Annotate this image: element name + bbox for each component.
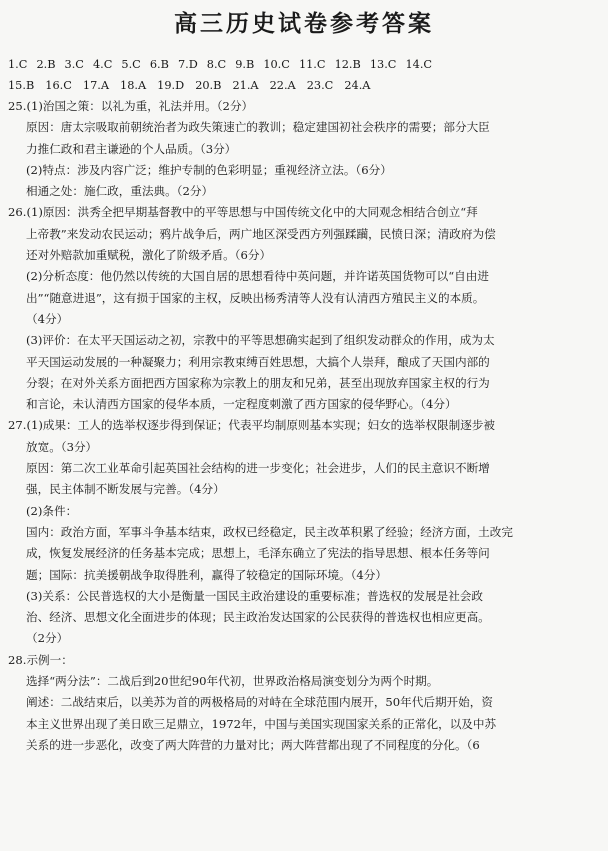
q28-line: 28.示例一：: [8, 652, 73, 667]
question-26: [8, 202, 600, 415]
choice-answer: 1.C: [8, 58, 28, 71]
choice-answer: 9.B: [235, 58, 255, 71]
q27-line: 强，民主体制不断发展与完善。（4分）: [26, 482, 225, 497]
choice-answers: [8, 54, 600, 96]
q27-line: 成，恢复发展经济的任务基本完成；思想上，毛泽东确立了宪法的指导思想、根本任务等问: [26, 546, 490, 561]
choice-answer: 6.B: [149, 58, 169, 71]
choice-answer: 8.C: [206, 58, 227, 71]
page-title: 高三历史试卷参考答案: [174, 10, 434, 37]
choice-answer: 21.A: [232, 79, 259, 92]
q27-line: （2分）: [26, 631, 69, 646]
q27-line: (2)条件：: [26, 503, 78, 518]
q27-line: 原因：第二次工业革命引起英国社会结构的进一步变化；社会进步，人们的民主意识不断增: [26, 461, 490, 476]
q26-line: 平天国运动发展的一种凝聚力；利用宗教束缚百姓思想，大搞个人崇拜，酿成了天国内部的: [26, 354, 490, 369]
q26-line: 还对外赔款加重赋税，激化了阶级矛盾。（6分）: [26, 248, 272, 263]
q26-line: 和言论，未认清西方国家的侵华本质，一定程度刺激了西方国家的侵华野心。（4分）: [26, 397, 457, 412]
choice-answer: 12.B: [334, 58, 361, 71]
q26-line: 26.(1)原因：洪秀全把早期基督教中的平等思想与中国传统文化中的大同观念相结合创立“拜: [8, 205, 478, 220]
q27-line: 放宽。（3分）: [26, 439, 98, 454]
q26-line: （4分）: [26, 311, 69, 326]
choice-answer: 22.A: [269, 79, 296, 92]
q28-line: 选择“两分法”：二战后到20世纪90年代初，世界政治格局演变划分为两个时期。: [26, 674, 439, 689]
q26-line: (2)分析态度：他仍然以传统的大国自居的思想看待中英问题，并许诺英国货物可以“自由进: [26, 269, 489, 284]
choice-answer: 15.B: [8, 79, 35, 92]
q28-line: 阐述：二战结束后，以美苏为首的两极格局的对峙在全球范围内展开，50年代后期开始，资: [26, 695, 493, 710]
q27-line: 27.(1)成果：工人的选举权逐步得到保证；代表平均制原则基本实现；妇女的选举权限制逐步被: [8, 418, 496, 433]
choice-answer: 23.C: [306, 79, 334, 92]
q27-line: 国内：政治方面，军事斗争基本结束，政权已经稳定，民主改革积累了经验；经济方面，土改完: [26, 524, 513, 539]
q28-line: 关系的进一步恶化，改变了两大阵营的力量对比；两大阵营都出现了不同程度的分化。（6: [26, 737, 480, 752]
choice-answer: 20.B: [195, 79, 222, 92]
choice-answer: 14.C: [405, 58, 433, 71]
choice-answer: 10.C: [263, 58, 290, 71]
choice-answer: 3.C: [64, 58, 84, 71]
q25-line: (2)特点：涉及内容广泛；维护专制的色彩明显；重视经济立法。（6分）: [26, 162, 392, 177]
choice-answer: 7.D: [177, 58, 198, 71]
choice-answer: 13.C: [369, 58, 397, 71]
choice-answer: 24.A: [344, 79, 371, 92]
question-28: [8, 650, 600, 756]
choice-answer: 16.C: [45, 79, 72, 92]
question-27: [8, 415, 600, 649]
choice-answer: 19.D: [157, 79, 185, 92]
q27-line: (3)关系：公民普选权的大小是衡量一国民主政治建设的重要标准；普选权的发展是社会政: [26, 588, 483, 603]
q27-line: 题；国际：抗美援朝战争取得胜利，赢得了较稳定的国际环境。（4分）: [26, 567, 387, 582]
choice-answer: 18.A: [120, 79, 147, 92]
question-25: [8, 96, 600, 202]
choice-answer: 5.C: [121, 58, 141, 71]
q25-line: 原因：唐太宗吸取前朝统治者为政失策速亡的教训；稳定建国初社会秩序的需要；部分大臣: [26, 120, 490, 135]
choice-answer: 4.C: [92, 58, 113, 71]
q25-line: 力推仁政和君主谦逊的个人品质。（3分）: [26, 141, 237, 156]
q28-line: 本主义世界出现了美日欧三足鼎立，1972年，中国与美国实现国家关系的正常化，以及中苏: [26, 716, 497, 731]
q26-line: 上帝教”来发动农民运动；鸦片战争后，两广地区深受西方列强蹂躏，民愤日深；清政府为偿: [26, 226, 496, 241]
q25-line: 相通之处：施仁政，重法典。（2分）: [26, 184, 214, 199]
q26-line: (3)评价：在太平天国运动之初，宗教中的平等思想确实起到了组织发动群众的作用，成为太: [26, 333, 495, 348]
choice-answer: 11.C: [298, 58, 326, 71]
q26-line: 分裂；在对外关系方面把西方国家称为宗教上的朋友和兄弟，甚至出现放弃国家主权的行为: [26, 375, 490, 390]
choice-answers-row-2: [8, 75, 600, 96]
choice-answers-row-1: [8, 54, 600, 75]
q27-line: 治、经济、思想文化全面进步的体现；民主政治发达国家的公民获得的普选权也相应更高。: [26, 610, 490, 625]
q25-line: 25.(1)治国之策：以礼为重，礼法并用。（2分）: [8, 99, 254, 113]
choice-answer: 2.B: [36, 58, 56, 71]
choice-answer: 17.A: [82, 79, 110, 92]
q26-line: 出”“随意进退”，这有损于国家的主权，反映出杨秀清等人没有认清西方殖民主义的本质。: [26, 290, 485, 305]
